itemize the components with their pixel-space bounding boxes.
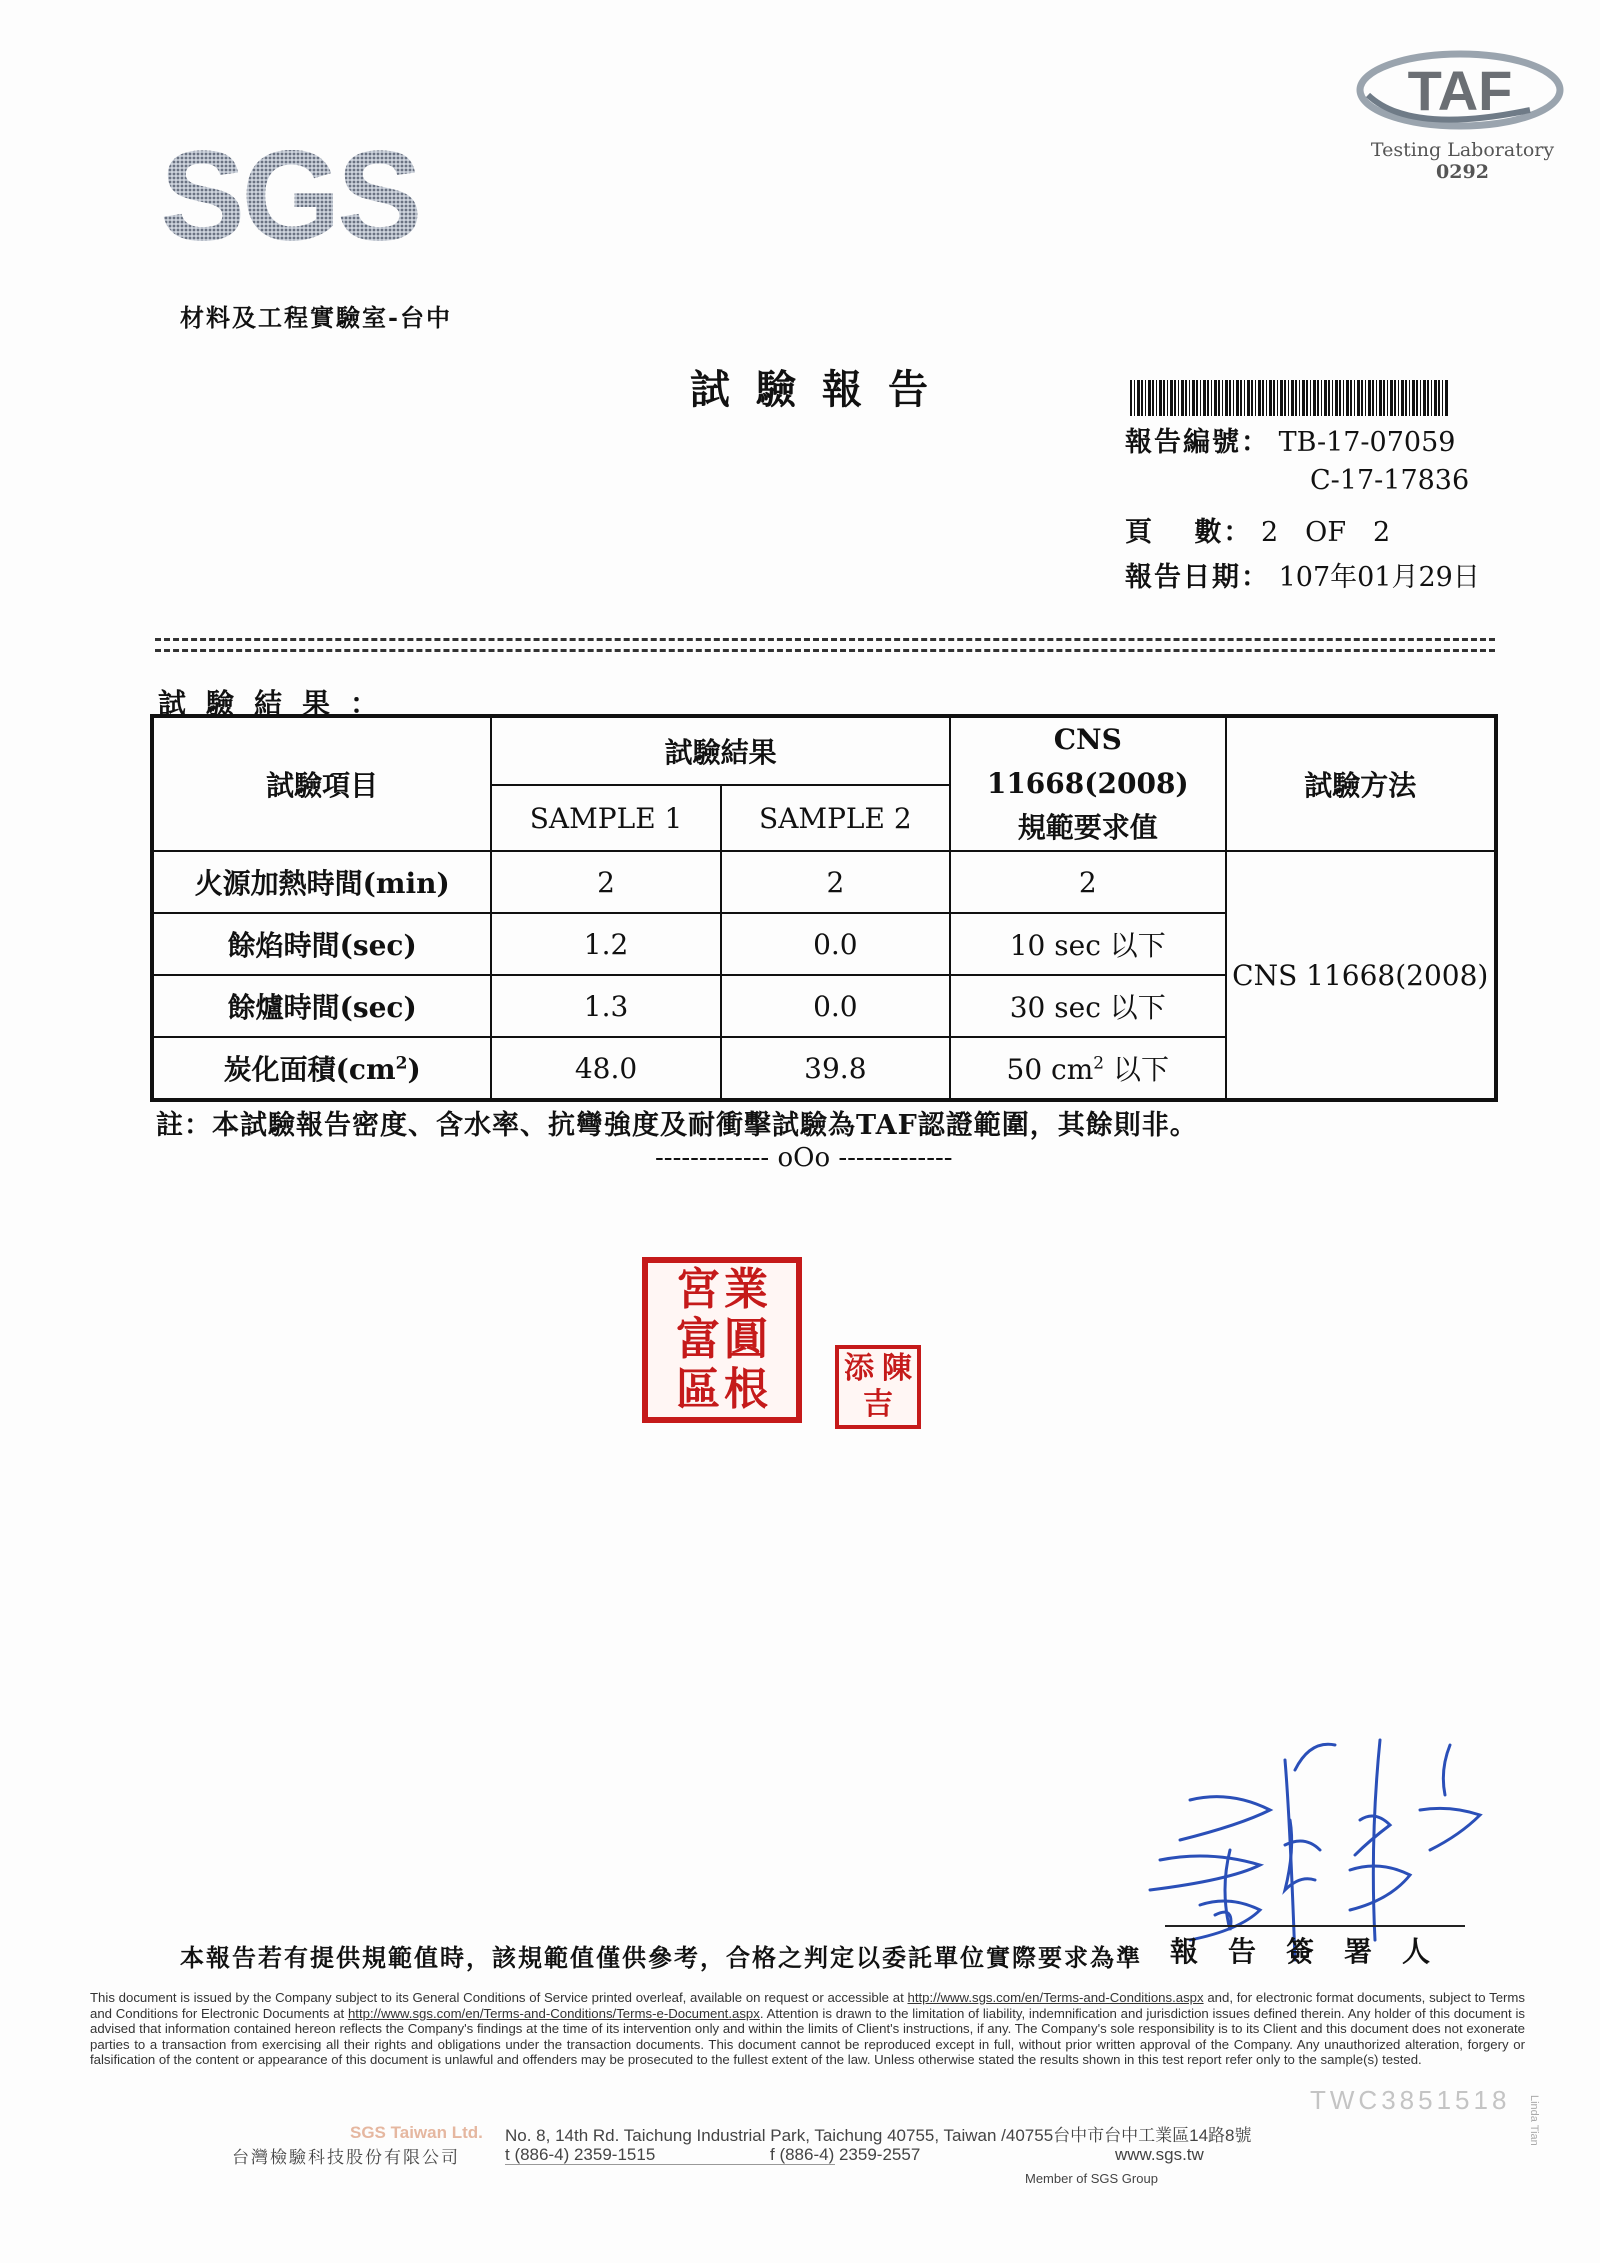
signature-line — [1165, 1925, 1465, 1927]
report-date-row — [1125, 555, 1480, 594]
row-requirement: 2 — [950, 851, 1226, 913]
seal-char: 根 — [724, 1364, 768, 1415]
page-count-row — [1125, 510, 1390, 549]
row-item-base: 炭化面積(cm — [223, 1053, 396, 1086]
report-date-value: 107年01月29日 — [1278, 562, 1480, 593]
row-item — [152, 1037, 491, 1100]
signer-label: 報告簽署人 — [1170, 1935, 1461, 1968]
row-sample-2: 0.0 — [721, 913, 950, 975]
company-name-zh: 台灣檢驗科技股份有限公司 — [232, 2148, 460, 2168]
row-sample-2: 2 — [721, 851, 950, 913]
svg-text:TAF: TAF — [1407, 59, 1513, 122]
results-table — [150, 714, 1498, 1102]
req-end: 以下 — [1104, 1053, 1170, 1086]
double-dashed-divider — [155, 638, 1495, 652]
row-sample-2: 0.0 — [721, 975, 950, 1037]
terms-link[interactable]: http://www.sgs.com/en/Terms-and-Conditions.aspx — [907, 1990, 1204, 2005]
footer-separator — [505, 2164, 835, 2165]
page-count-value: 2 OF 2 — [1261, 517, 1391, 548]
company-seal-stamp — [642, 1257, 802, 1423]
row-item: 餘爐時間(sec) — [152, 975, 491, 1037]
svg-text:SGS: SGS — [160, 128, 419, 258]
company-address: No. 8, 14th Rd. Taichung Industrial Park, Taichung 40755, Taiwan /40755台中市台中工業區14路8號 — [505, 2126, 1252, 2145]
seal-char: 宮 — [676, 1264, 720, 1315]
row-sample-1: 48.0 — [491, 1037, 720, 1100]
barcode — [1130, 380, 1448, 416]
row-item: 餘焰時間(sec) — [152, 913, 491, 975]
header-sample-1: SAMPLE 1 — [491, 785, 720, 851]
header-test-result: 試驗結果 — [491, 716, 950, 785]
taf-caption: Testing Laboratory — [1370, 139, 1555, 161]
fine-print-part-3: . Attention is drawn to the limitation of liability, indemnification and jurisdiction issues defined therein. Any holder of this document is advised that information contained hereon reflects the Company's findings at the time of its intervention only and within the limits of Client's instructions, if any. The Company's sole responsibility is to its Client and this document does not exonerate parties to a transaction from exercising all their rights and obligations under the transaction documents. This document cannot be reproduced except in full, without prior written approval of the Company. Any unauthorized alteration, forgery or falsification of the content or appearance of this document is unlawful and offenders may be prosecuted to the fullest extent of the law. Unless otherwise stated the results shown in this test report refer only to the sample(s) tested. — [90, 2005, 1525, 2068]
e-document-terms-link[interactable]: http://www.sgs.com/en/Terms-and-Conditions/Terms-e-Document.aspx — [347, 2005, 760, 2021]
report-number-label: 報告編號： — [1125, 427, 1270, 458]
lab-name: 材料及工程實驗室-台中 — [180, 303, 452, 332]
member-of-sgs-group: Member of SGS Group — [1025, 2171, 1158, 2186]
row-sample-2: 39.8 — [721, 1037, 950, 1100]
document-serial: TWC3851518 — [1310, 2085, 1511, 2115]
test-method-value: CNS 11668(2008) — [1226, 851, 1496, 1100]
header-requirement: CNS 11668(2008) 規範要求值 — [950, 716, 1226, 851]
personal-seal-stamp — [835, 1345, 921, 1429]
seal-char: 業 — [724, 1264, 768, 1315]
terms-fine-print — [90, 1990, 1525, 2068]
row-item-sup: 2 — [395, 1053, 408, 1074]
report-number-1: TB-17-07059 — [1278, 427, 1456, 458]
seal-char: 吉 — [863, 1387, 893, 1422]
company-phone: t (886-4) 2359-1515 — [505, 2145, 656, 2164]
header-test-method: 試驗方法 — [1226, 716, 1496, 851]
header-sample-2: SAMPLE 2 — [721, 785, 950, 851]
row-sample-1: 1.3 — [491, 975, 720, 1037]
fine-print-part-2: and, for electronic format documents, subject to Terms and Conditions for Electronic Documents at — [90, 1990, 1525, 2021]
seal-char: 圓 — [724, 1314, 768, 1365]
taf-accreditation-logo — [1350, 40, 1575, 183]
report-number-row — [1125, 420, 1455, 459]
company-website: www.sgs.tw — [1115, 2145, 1204, 2164]
tafscope-note: 註：本試驗報告密度、含水率、抗彎強度及耐衝擊試驗為TAF認證範圍，其餘則非。 — [156, 1110, 1198, 1141]
req-base: 50 cm — [1006, 1053, 1094, 1086]
row-requirement: 10 sec 以下 — [950, 913, 1226, 975]
sgs-logo — [160, 128, 460, 258]
row-item: 火源加熱時間(min) — [152, 851, 491, 913]
sgs-taiwan-name: SGS Taiwan Ltd. — [350, 2123, 483, 2142]
report-number-2: C-17-17836 — [1310, 465, 1470, 496]
seal-char: 陳 — [882, 1351, 912, 1386]
results-section-label: 試驗結果： — [158, 687, 399, 720]
header-test-item: 試驗項目 — [152, 716, 491, 851]
row-requirement — [950, 1037, 1226, 1100]
report-date-label: 報告日期： — [1125, 562, 1270, 593]
seal-char: 富 — [676, 1314, 720, 1365]
seal-char: 添 — [844, 1351, 874, 1386]
report-title: 試驗報告 — [690, 366, 954, 413]
company-fax: f (886-4) 2359-2557 — [770, 2145, 921, 2164]
row-requirement: 30 sec 以下 — [950, 975, 1226, 1037]
page-count-label: 頁 數： — [1125, 517, 1253, 548]
req-sup: 2 — [1093, 1053, 1105, 1074]
row-sample-1: 2 — [491, 851, 720, 913]
taf-number: 0292 — [1436, 161, 1489, 183]
fine-print-part-1: This document is issued by the Company subject to its General Conditions of Service printed overleaf, available on request or accessible at — [90, 1990, 908, 2005]
row-sample-1: 1.2 — [491, 913, 720, 975]
row-item-end: ) — [407, 1053, 421, 1086]
table-row — [152, 851, 1496, 913]
seal-char: 區 — [676, 1364, 720, 1415]
end-of-results-mark: ------------- oOo ------------- — [655, 1143, 953, 1173]
side-margin-mark: Linda Tian — [1528, 2095, 1540, 2146]
specification-disclaimer: 本報告若有提供規範值時，該規範值僅供參考，合格之判定以委託單位實際要求為準 — [180, 1943, 1142, 1972]
